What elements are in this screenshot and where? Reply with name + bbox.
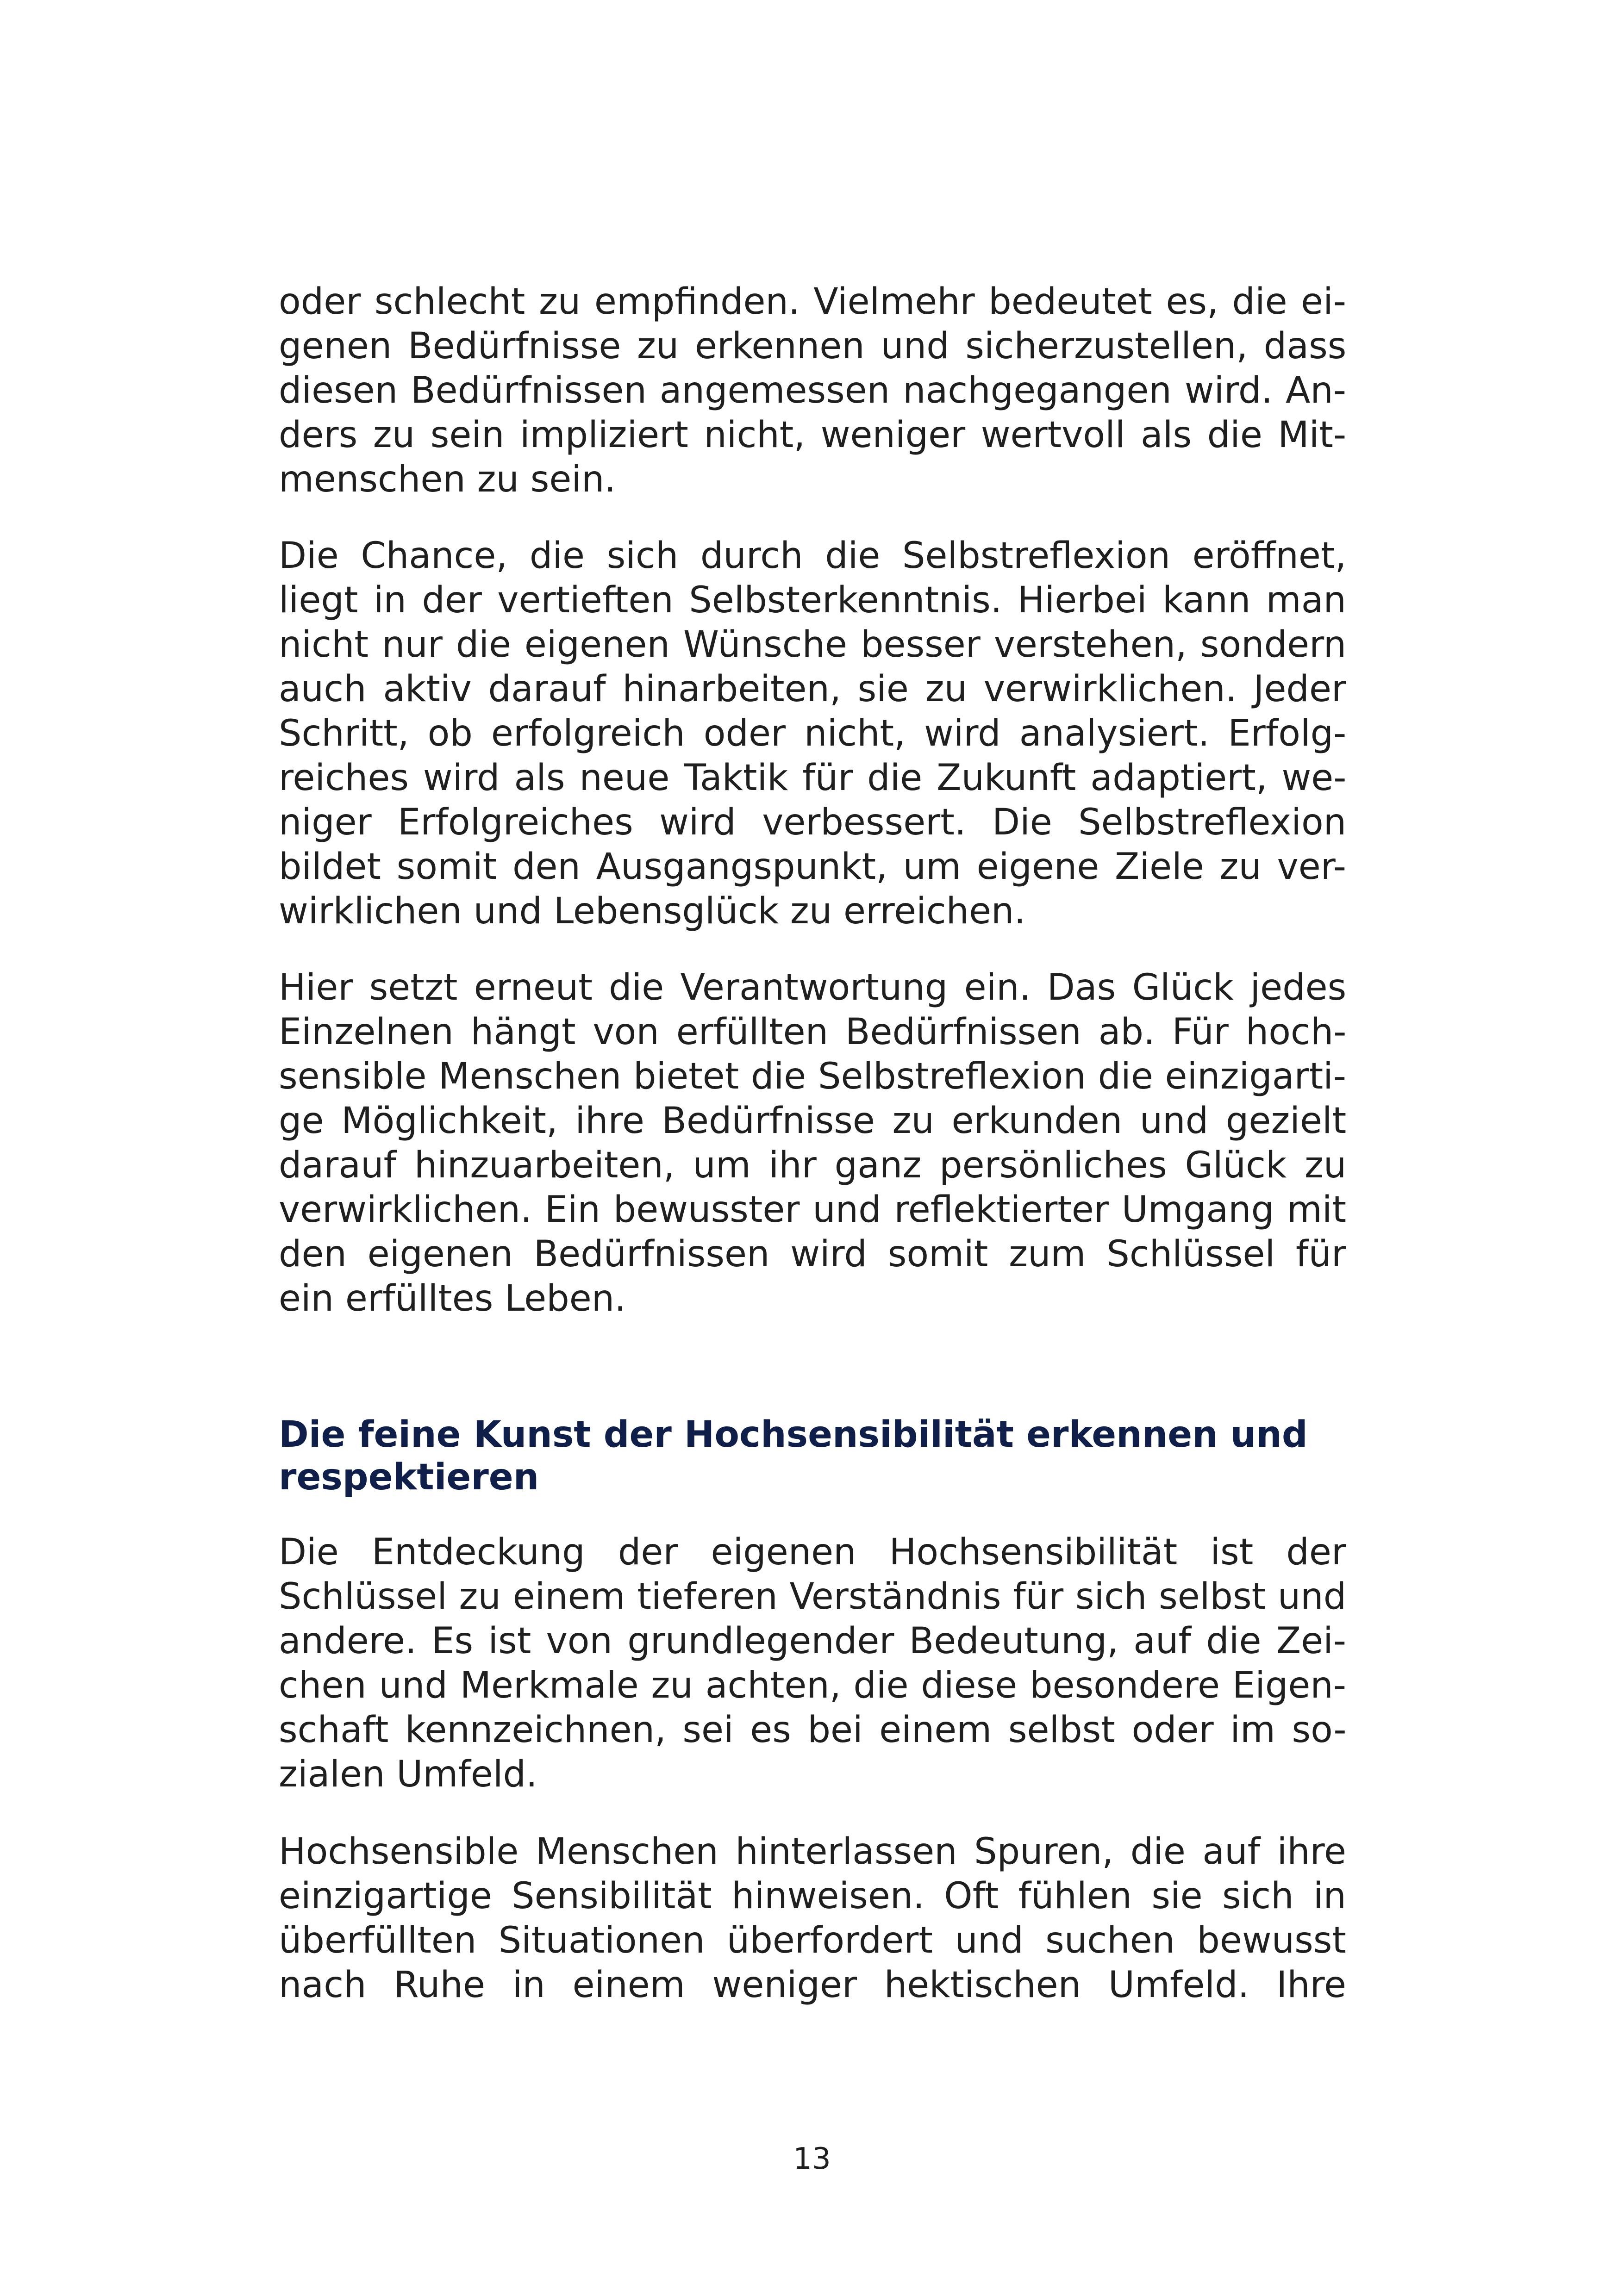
paragraph-4: [279, 1530, 1346, 1797]
paragraph-line: Die Chance, die sich durch die Selbstreflexion eröffnet,: [279, 535, 1347, 577]
paragraph-line: verwirklichen. Ein bewusster und reflektierter Umgang mit: [279, 1189, 1347, 1231]
paragraph-line: Schritt, ob erfolgreich oder nicht, wird analysiert. Erfolg-: [279, 713, 1347, 754]
paragraph-line: menschen zu sein.: [279, 459, 616, 500]
paragraph-line: darauf hinzuarbeiten, um ihr ganz persönliches Glück zu: [279, 1145, 1347, 1186]
paragraph-3: [279, 965, 1346, 1321]
paragraph-line: bildet somit den Ausgangspunkt, um eigene Ziele zu ver-: [279, 846, 1346, 888]
paragraph-line: reiches wird als neue Taktik für die Zukunft adaptiert, we-: [279, 757, 1347, 799]
paragraph-line: sensible Menschen bietet die Selbstreflexion die einzigarti-: [279, 1056, 1346, 1097]
paragraph-line: schaft kennzeichnen, sei es bei einem selbst oder im so-: [279, 1709, 1347, 1751]
paragraph-line: genen Bedürfnisse zu erkennen und sicherzustellen, dass: [279, 325, 1347, 367]
paragraph-1: [279, 280, 1346, 502]
section-heading: [279, 1413, 1346, 1499]
paragraph-line: auch aktiv darauf hinarbeiten, sie zu verwirklichen. Jeder: [279, 668, 1346, 710]
paragraph-line: andere. Es ist von grundlegender Bedeutung, auf die Zei-: [279, 1620, 1346, 1662]
paragraph-line: ge Möglichkeit, ihre Bedürfnisse zu erkunden und gezielt: [279, 1100, 1347, 1142]
paragraph-line: diesen Bedürfnissen angemessen nachgegangen wird. An-: [279, 370, 1346, 411]
paragraph-line: Schlüssel zu einem tieferen Verständnis für sich selbst und: [279, 1576, 1347, 1618]
paragraph-line: den eigenen Bedürfnissen wird somit zum Schlüssel für: [279, 1233, 1346, 1275]
paragraph-line: Einzelnen hängt von erfüllten Bedürfnissen ab. Für hoch-: [279, 1011, 1347, 1053]
paragraph-line: Hier setzt erneut die Verantwortung ein. Das Glück jedes: [279, 967, 1347, 1008]
paragraph-line: Hochsensible Menschen hinterlassen Spuren, die auf ihre: [279, 1831, 1346, 1873]
paragraph-5: [279, 1829, 1346, 2007]
paragraph-line: nach Ruhe in einem weniger hektischen Umfeld. Ihre: [279, 1964, 1346, 2006]
paragraph-line: oder schlecht zu empfinden. Vielmehr bedeutet es, die ei-: [279, 281, 1346, 323]
paragraph-line: Die Entdeckung der eigenen Hochsensibilität ist der: [279, 1531, 1346, 1573]
paragraph-line: liegt in der vertieften Selbsterkenntnis. Hierbei kann man: [279, 579, 1346, 621]
paragraph-line: ein erfülltes Leben.: [279, 1278, 626, 1319]
paragraph-2: [279, 534, 1346, 933]
paragraph-line: chen und Merkmale zu achten, die diese besondere Eigen-: [279, 1665, 1346, 1706]
paragraph-line: nicht nur die eigenen Wünsche besser verstehen, sondern: [279, 624, 1347, 666]
heading-line: Die feine Kunst der Hochsensibilität erkennen und: [279, 1414, 1308, 1456]
page-number: 13: [793, 2142, 831, 2176]
paragraph-line: einzigartige Sensibilität hinweisen. Oft fühlen sie sich in: [279, 1875, 1346, 1917]
paragraph-line: überfüllten Situationen überfordert und suchen bewusst: [279, 1920, 1346, 1961]
paragraph-line: wirklichen und Lebensglück zu erreichen.: [279, 890, 1026, 932]
paragraph-line: ders zu sein impliziert nicht, weniger wertvoll als die Mit-: [279, 414, 1347, 456]
paragraph-line: niger Erfolgreiches wird verbessert. Die Selbstreflexion: [279, 802, 1347, 843]
paragraph-line: zialen Umfeld.: [279, 1754, 537, 1795]
heading-line: respektieren: [279, 1456, 539, 1498]
